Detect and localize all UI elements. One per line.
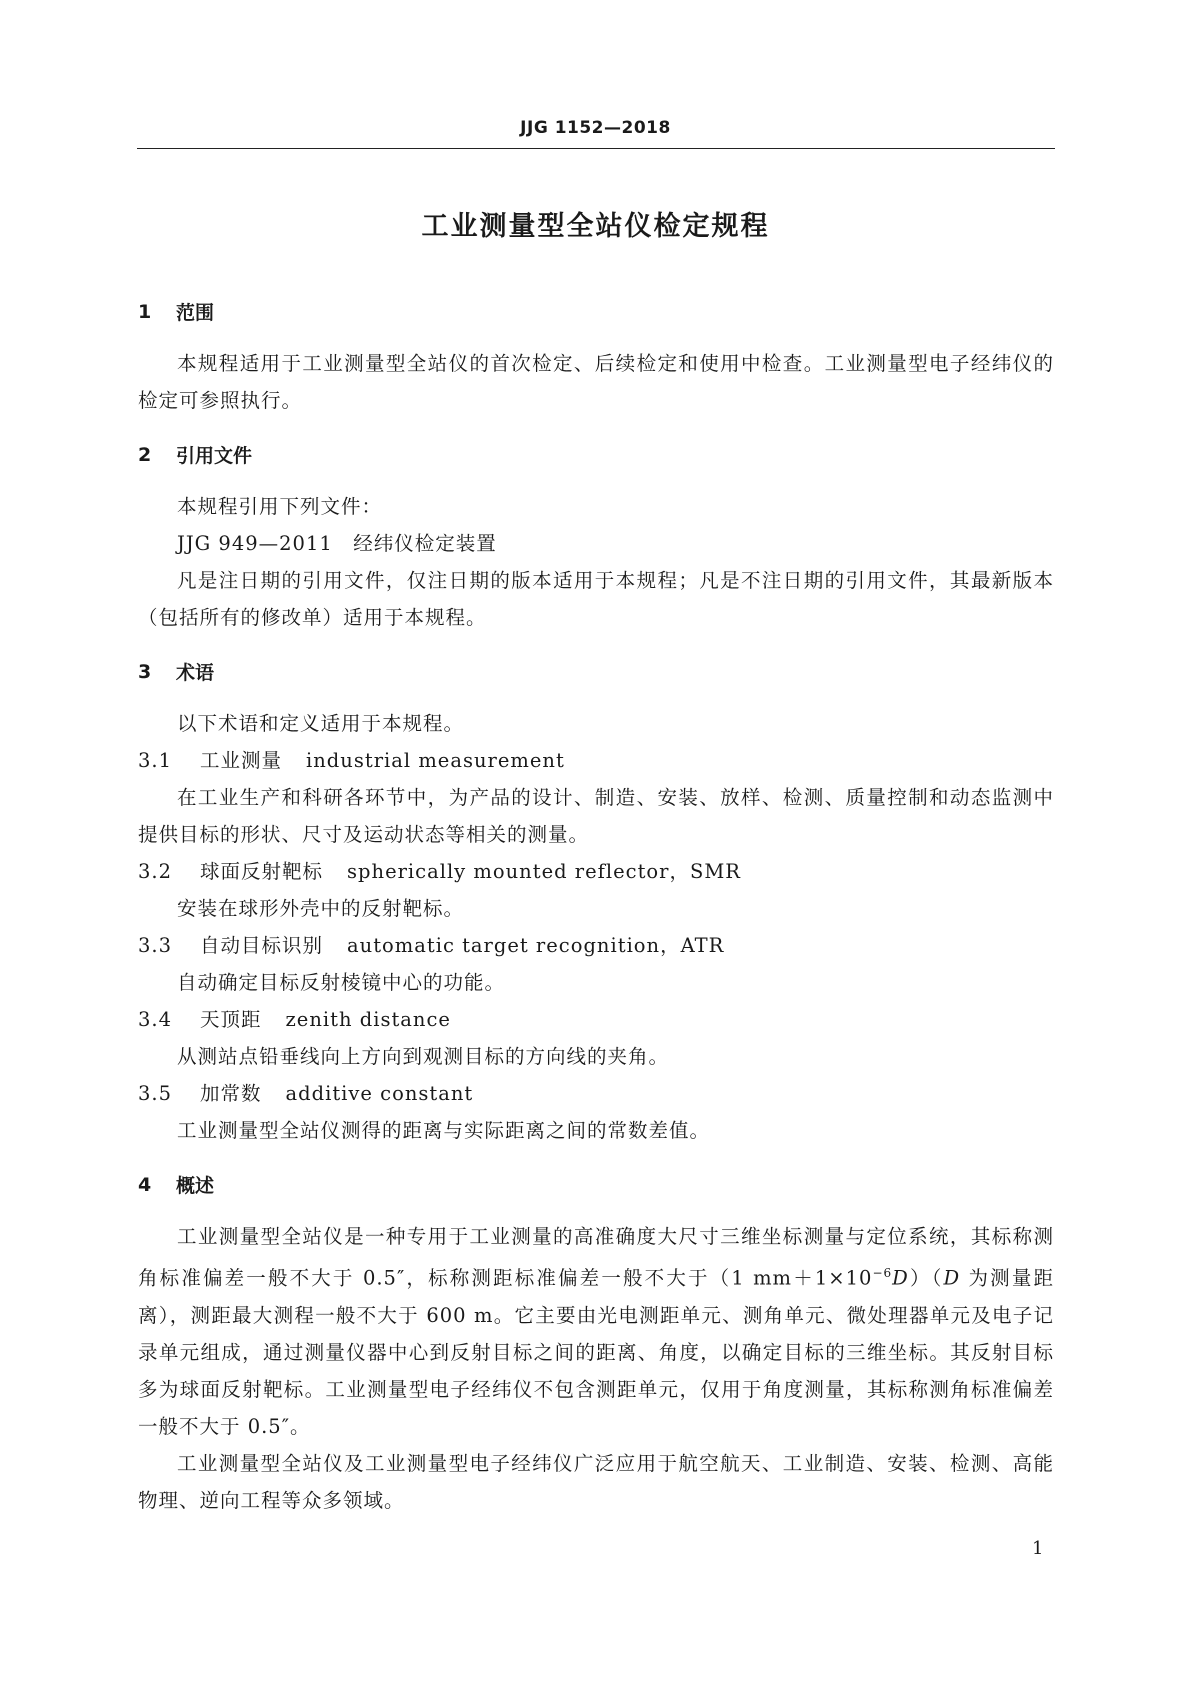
term-english: spherically mounted reflector，SMR xyxy=(347,860,741,883)
section-2-intro: 本规程引用下列文件： xyxy=(177,495,383,518)
term-definition: 工业测量型全站仪测得的距离与实际距离之间的常数差值。 xyxy=(177,1119,711,1142)
section-title: 范围 xyxy=(176,302,215,324)
term-english: industrial measurement xyxy=(306,749,565,772)
term-heading xyxy=(138,927,1054,964)
term-english: additive constant xyxy=(285,1082,474,1105)
section-number: 4 xyxy=(138,1173,152,1196)
overview-text: 为测量距离），测距最大测程一般不大于 600 m。它主要由光电测距单元、测角单元、微处理器单元及电子记录单元组成，通过测量仪器中心到反射目标之间的距离、角度，以确定目标的三维坐标。其反射目标多为球面反射靶标。工业测量型电子经纬仪不包含测距单元，仅用于角度测量，其标称测角标准偏差一般不大于 0.5″。 xyxy=(138,1266,1054,1438)
section-2-paragraph: 凡是注日期的引用文件，仅注日期的版本适用于本规程；凡是不注日期的引用文件，其最新版本（包括所有的修改单）适用于本规程。 xyxy=(138,569,1054,629)
term-english: zenith distance xyxy=(285,1008,451,1031)
section-4-heading xyxy=(138,1171,1054,1198)
section-number: 1 xyxy=(138,300,152,323)
section-4-paragraph-2: 工业测量型全站仪及工业测量型电子经纬仪广泛应用于航空航天、工业制造、安装、检测、高能物理、逆向工程等众多领域。 xyxy=(138,1451,1054,1512)
distance-symbol: D xyxy=(892,1266,909,1290)
page-number: 1 xyxy=(1032,1538,1044,1559)
section-title: 术语 xyxy=(176,662,215,684)
overview-text: 工业测量型全站仪是一种专用于工业测量的高准确度大尺寸三维坐标测量与定位系统，其标称测角标准偏差一般不大于 0.5″，标称测距标准偏差一般不大于（1 mm＋1×10 xyxy=(138,1225,1054,1290)
header-standard-code: JJG 1152—2018 xyxy=(520,118,671,138)
exponent: −6 xyxy=(872,1266,893,1280)
header-rule xyxy=(137,148,1055,149)
term-chinese: 自动目标识别 xyxy=(200,934,324,957)
term-definition: 自动确定目标反射棱镜中心的功能。 xyxy=(177,971,506,994)
section-1-heading xyxy=(138,298,1054,325)
term-number: 3.2 xyxy=(138,860,173,883)
term-number: 3.5 xyxy=(138,1082,173,1105)
term-heading xyxy=(138,742,1054,779)
term-heading xyxy=(138,1075,1054,1112)
section-3-intro: 以下术语和定义适用于本规程。 xyxy=(177,712,465,735)
term-definition: 在工业生产和科研各环节中，为产品的设计、制造、安装、放样、检测、质量控制和动态监测中提供目标的形状、尺寸及运动状态等相关的测量。 xyxy=(138,786,1054,846)
term-definition: 安装在球形外壳中的反射靶标。 xyxy=(177,897,465,920)
term-chinese: 加常数 xyxy=(200,1082,262,1105)
term-chinese: 工业测量 xyxy=(200,749,283,772)
term-number: 3.4 xyxy=(138,1008,173,1031)
term-number: 3.1 xyxy=(138,749,173,772)
term-heading xyxy=(138,853,1054,890)
section-4-paragraph-1 xyxy=(138,1218,1054,1445)
distance-symbol: D xyxy=(943,1266,961,1290)
term-heading xyxy=(138,1001,1054,1038)
section-title: 引用文件 xyxy=(176,445,253,467)
term-chinese: 天顶距 xyxy=(200,1008,262,1031)
section-title: 概述 xyxy=(176,1175,215,1197)
term-english: automatic target recognition，ATR xyxy=(347,934,725,957)
reference-item: JJG 949—2011 经纬仪检定装置 xyxy=(177,532,497,555)
document-body xyxy=(138,298,1054,1519)
term-number: 3.3 xyxy=(138,934,173,957)
section-2-heading xyxy=(138,441,1054,468)
section-3-heading xyxy=(138,658,1054,685)
section-number: 2 xyxy=(138,443,152,466)
term-definition: 从测站点铅垂线向上方向到观测目标的方向线的夹角。 xyxy=(177,1045,670,1068)
document-title: 工业测量型全站仪检定规程 xyxy=(421,211,770,242)
overview-text: ）（ xyxy=(908,1266,944,1290)
section-1-paragraph: 本规程适用于工业测量型全站仪的首次检定、后续检定和使用中检查。工业测量型电子经纬仪的检定可参照执行。 xyxy=(138,352,1054,412)
term-chinese: 球面反射靶标 xyxy=(200,860,324,883)
section-number: 3 xyxy=(138,660,152,683)
